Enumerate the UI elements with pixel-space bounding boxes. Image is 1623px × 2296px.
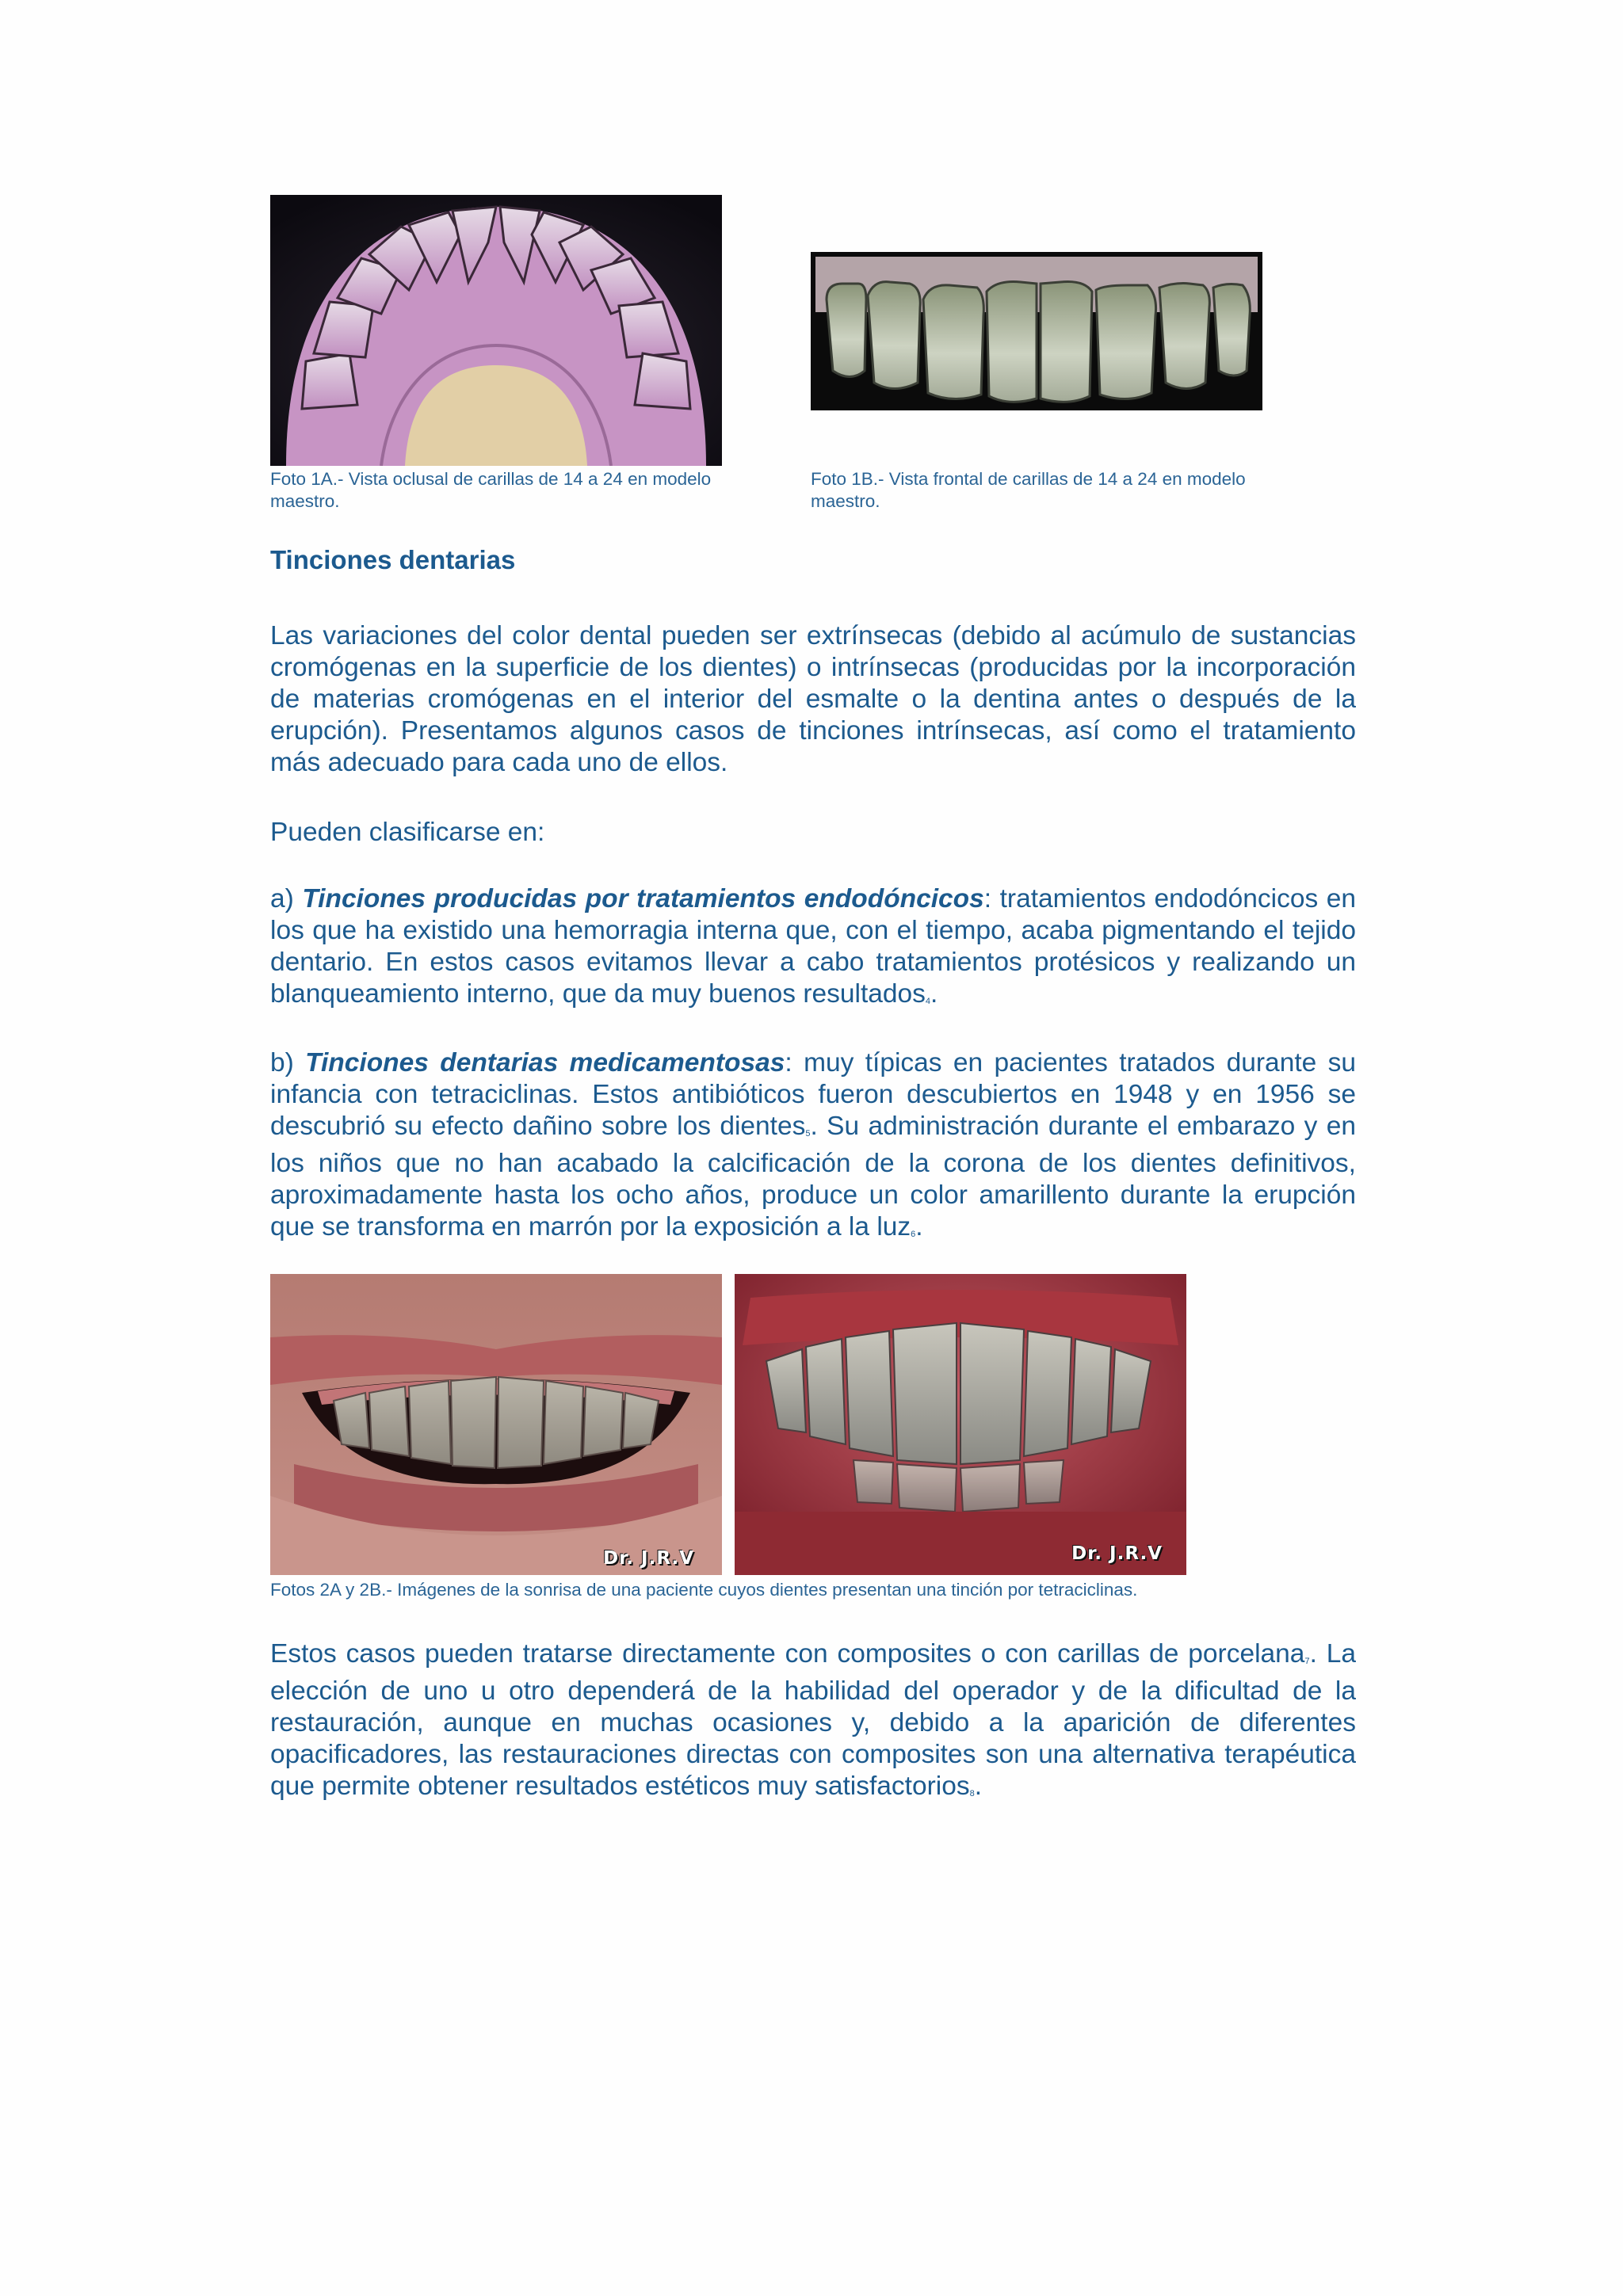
photo-1b-frontal-view	[811, 252, 1262, 410]
classify-paragraph: Pueden clasificarse en:	[270, 818, 545, 847]
photo-2b-watermark: Dr. J.R.V	[1071, 1543, 1163, 1564]
item-a-text: : tratamientos endodóncicos en los que ha existido una hemorragia interna que, con el tiempo, acaba pigmentando el tejido dentario. En estos casos evitamos llevar a cabo tratamientos protésicos y realizando un blanqueamiento interno, que da muy buenos resultados	[270, 884, 1356, 1009]
closing-text-1: Estos casos pueden tratarse directamente con composites o con carillas de porcelana	[270, 1639, 1305, 1669]
intro-paragraph: Las variaciones del color dental pueden ser extrínsecas (debido al acúmulo de sustancias cromógenas en la superficie de los dientes) o intrínsecas (producidas por la incorporación de materias cromógenas en el interior del esmalte o la dentina antes o después de la erupción). Presentamos algunos casos de tinciones intrínsecas, así como el tratamiento más adecuado para cada uno de ellos.	[270, 621, 1356, 777]
item-b-term: Tinciones dentarias medicamentosas	[305, 1048, 785, 1077]
photo-1b-caption: Foto 1B.- Vista frontal de carillas de 14 a 24 en modelo maestro.	[811, 469, 1246, 511]
item-b-reference-1: 5	[805, 1129, 811, 1138]
item-a-term: Tinciones producidas por tratamientos endodóncicos	[302, 884, 984, 913]
item-b-text-1: : muy típicas en pacientes tratados durante su infancia con tetraciclinas. Estos antibióticos fueron descubiertos en 1948 y en 1956 se descubrió su efecto dañino sobre los dientes	[270, 1048, 1356, 1141]
item-b-paragraph	[270, 1047, 1356, 1249]
closing-paragraph	[270, 1638, 1356, 1808]
item-b-text-2: . Su administración durante el embarazo y en los niños que no han acabado la calcificación de la corona de los dientes definitivos, aproximadamente hasta los ocho años, produce un color amarillento durante la erupción que se transforma en marrón por la exposición a la luz	[270, 1112, 1357, 1241]
item-a-paragraph	[270, 883, 1356, 1016]
item-b-end: .	[915, 1212, 923, 1241]
item-a-prefix: a)	[270, 884, 303, 913]
item-b-prefix: b)	[270, 1048, 306, 1077]
photo-1a-caption: Foto 1A.- Vista oclusal de carillas de 14 a 24 en modelo maestro.	[270, 469, 712, 511]
closing-text-2: . La elección de uno u otro dependerá de la habilidad del operador y de la dificultad de la restauración, aunque en muchas ocasiones y, debido a la aparición de diferentes opacificadores, las restauraciones directas con composites son una alternativa terapéutica que permite obtener resultados estéticos muy satisfactorios	[270, 1639, 1356, 1801]
photos-2-caption: Fotos 2A y 2B.- Imágenes de la sonrisa de una paciente cuyos dientes presentan una tinción por tetraciclinas.	[270, 1580, 1138, 1600]
closing-reference-2: 8	[969, 1789, 975, 1798]
photo-1a-occlusal-view	[270, 195, 722, 466]
item-a-end: .	[930, 979, 938, 1009]
photo-2b-retracted-view	[735, 1274, 1186, 1575]
photo-2a-watermark: Dr. J.R.V	[603, 1548, 694, 1569]
closing-end: .	[974, 1772, 983, 1801]
closing-reference-1: 7	[1304, 1657, 1310, 1666]
photo-2a-smile	[270, 1274, 722, 1575]
item-a-reference: 4	[925, 997, 931, 1006]
section-title: Tinciones dentarias	[270, 545, 516, 574]
item-b-reference-2: 6	[911, 1230, 916, 1239]
